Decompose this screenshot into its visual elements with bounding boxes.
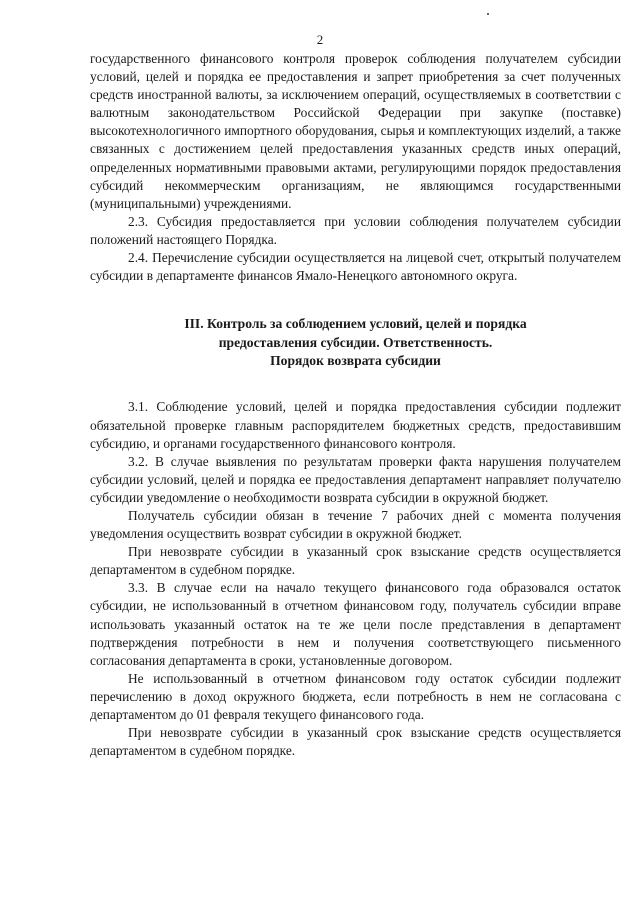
paragraph-p-3-3-c: При невозврате субсидии в указанный срок взыскание средств осуществляется департаментом в судебном порядке. [90, 725, 621, 759]
section-heading-line-2: предоставления субсидии. Ответственность. [218, 334, 493, 350]
paragraph-p-2-4: 2.4. Перечисление субсидии осуществляется на лицевой счет, открытый получателем субсидии в департаменте финансов Ямало-Ненецкого автономного округа. [90, 250, 621, 284]
paragraph-p-3-2: 3.2. В случае выявления по результатам проверки факта нарушения получателем субсидии условий, целей и порядка ее предоставления департамент направляет получателю субсидии уведомление о необходимости возврата субсидии в окружной бюджет. [90, 453, 621, 505]
scan-speck [487, 13, 489, 15]
paragraphs-bottom [90, 398, 621, 760]
paragraph-p-3-1: 3.1. Соблюдение условий, целей и порядка предоставления субсидии подлежит обязательной проверке главным распорядителем бюджетных средств, предоставившим субсидию, и органами государственного финансового контроля. [90, 399, 621, 451]
section-heading-line-3: Порядок возврата субсидии [270, 353, 441, 369]
paragraph-p-continuation: государственного финансового контроля проверок соблюдения получателем субсидии условий, целей и порядка ее предоставления и запрет приобретения за счет полученных средств иностранной валюты, за исключением операций, осуществляемых в соответствии с валютным законодательством Российской Федерации при закупке (поставке) высокотехнологичного импортного оборудования, сырья и комплектующих изделий, а также связанных с достижением целей предоставления указанных средств иных операций, определенных нормативными правовыми актами, регулирующими порядок предоставления субсидий некоммерческим организациям, не являющимся государственными (муниципальными) учреждениями. [90, 51, 621, 211]
paragraph-p-3-2-c: При невозврате субсидии в указанный срок взыскание средств осуществляется департаментом в судебном порядке. [90, 544, 621, 578]
section-heading-line-1: III. Контроль за соблюдением условий, целей и порядка [184, 316, 527, 332]
paragraph-p-3-2-b: Получатель субсидии обязан в течение 7 рабочих дней с момента получения уведомления осуществить возврат субсидии в окружной бюджет. [90, 508, 621, 542]
paragraph-p-3-3: 3.3. В случае если на начало текущего финансового года образовался остаток субсидии, не использованный в отчетном финансовом году, получатель субсидии вправе использовать указанный остаток на те же цели после представления в департамент подтверждения потребности в нем и получения соответствующего письменного согласования департамента в сроки, установленные договором. [90, 580, 621, 668]
section-heading [90, 315, 621, 370]
page-number: 2 [316, 32, 324, 47]
paragraph-p-2-3: 2.3. Субсидия предоставляется при условии соблюдения получателем субсидии положений настоящего Порядка. [90, 213, 621, 247]
document-body [90, 50, 621, 760]
paragraphs-top [90, 50, 621, 285]
paragraph-p-3-3-b: Не использованный в отчетном финансовом году остаток субсидии подлежит перечислению в доход окружного бюджета, если потребность в нем не согласована с департаментом до 01 февраля текущего финансового года. [90, 670, 621, 723]
